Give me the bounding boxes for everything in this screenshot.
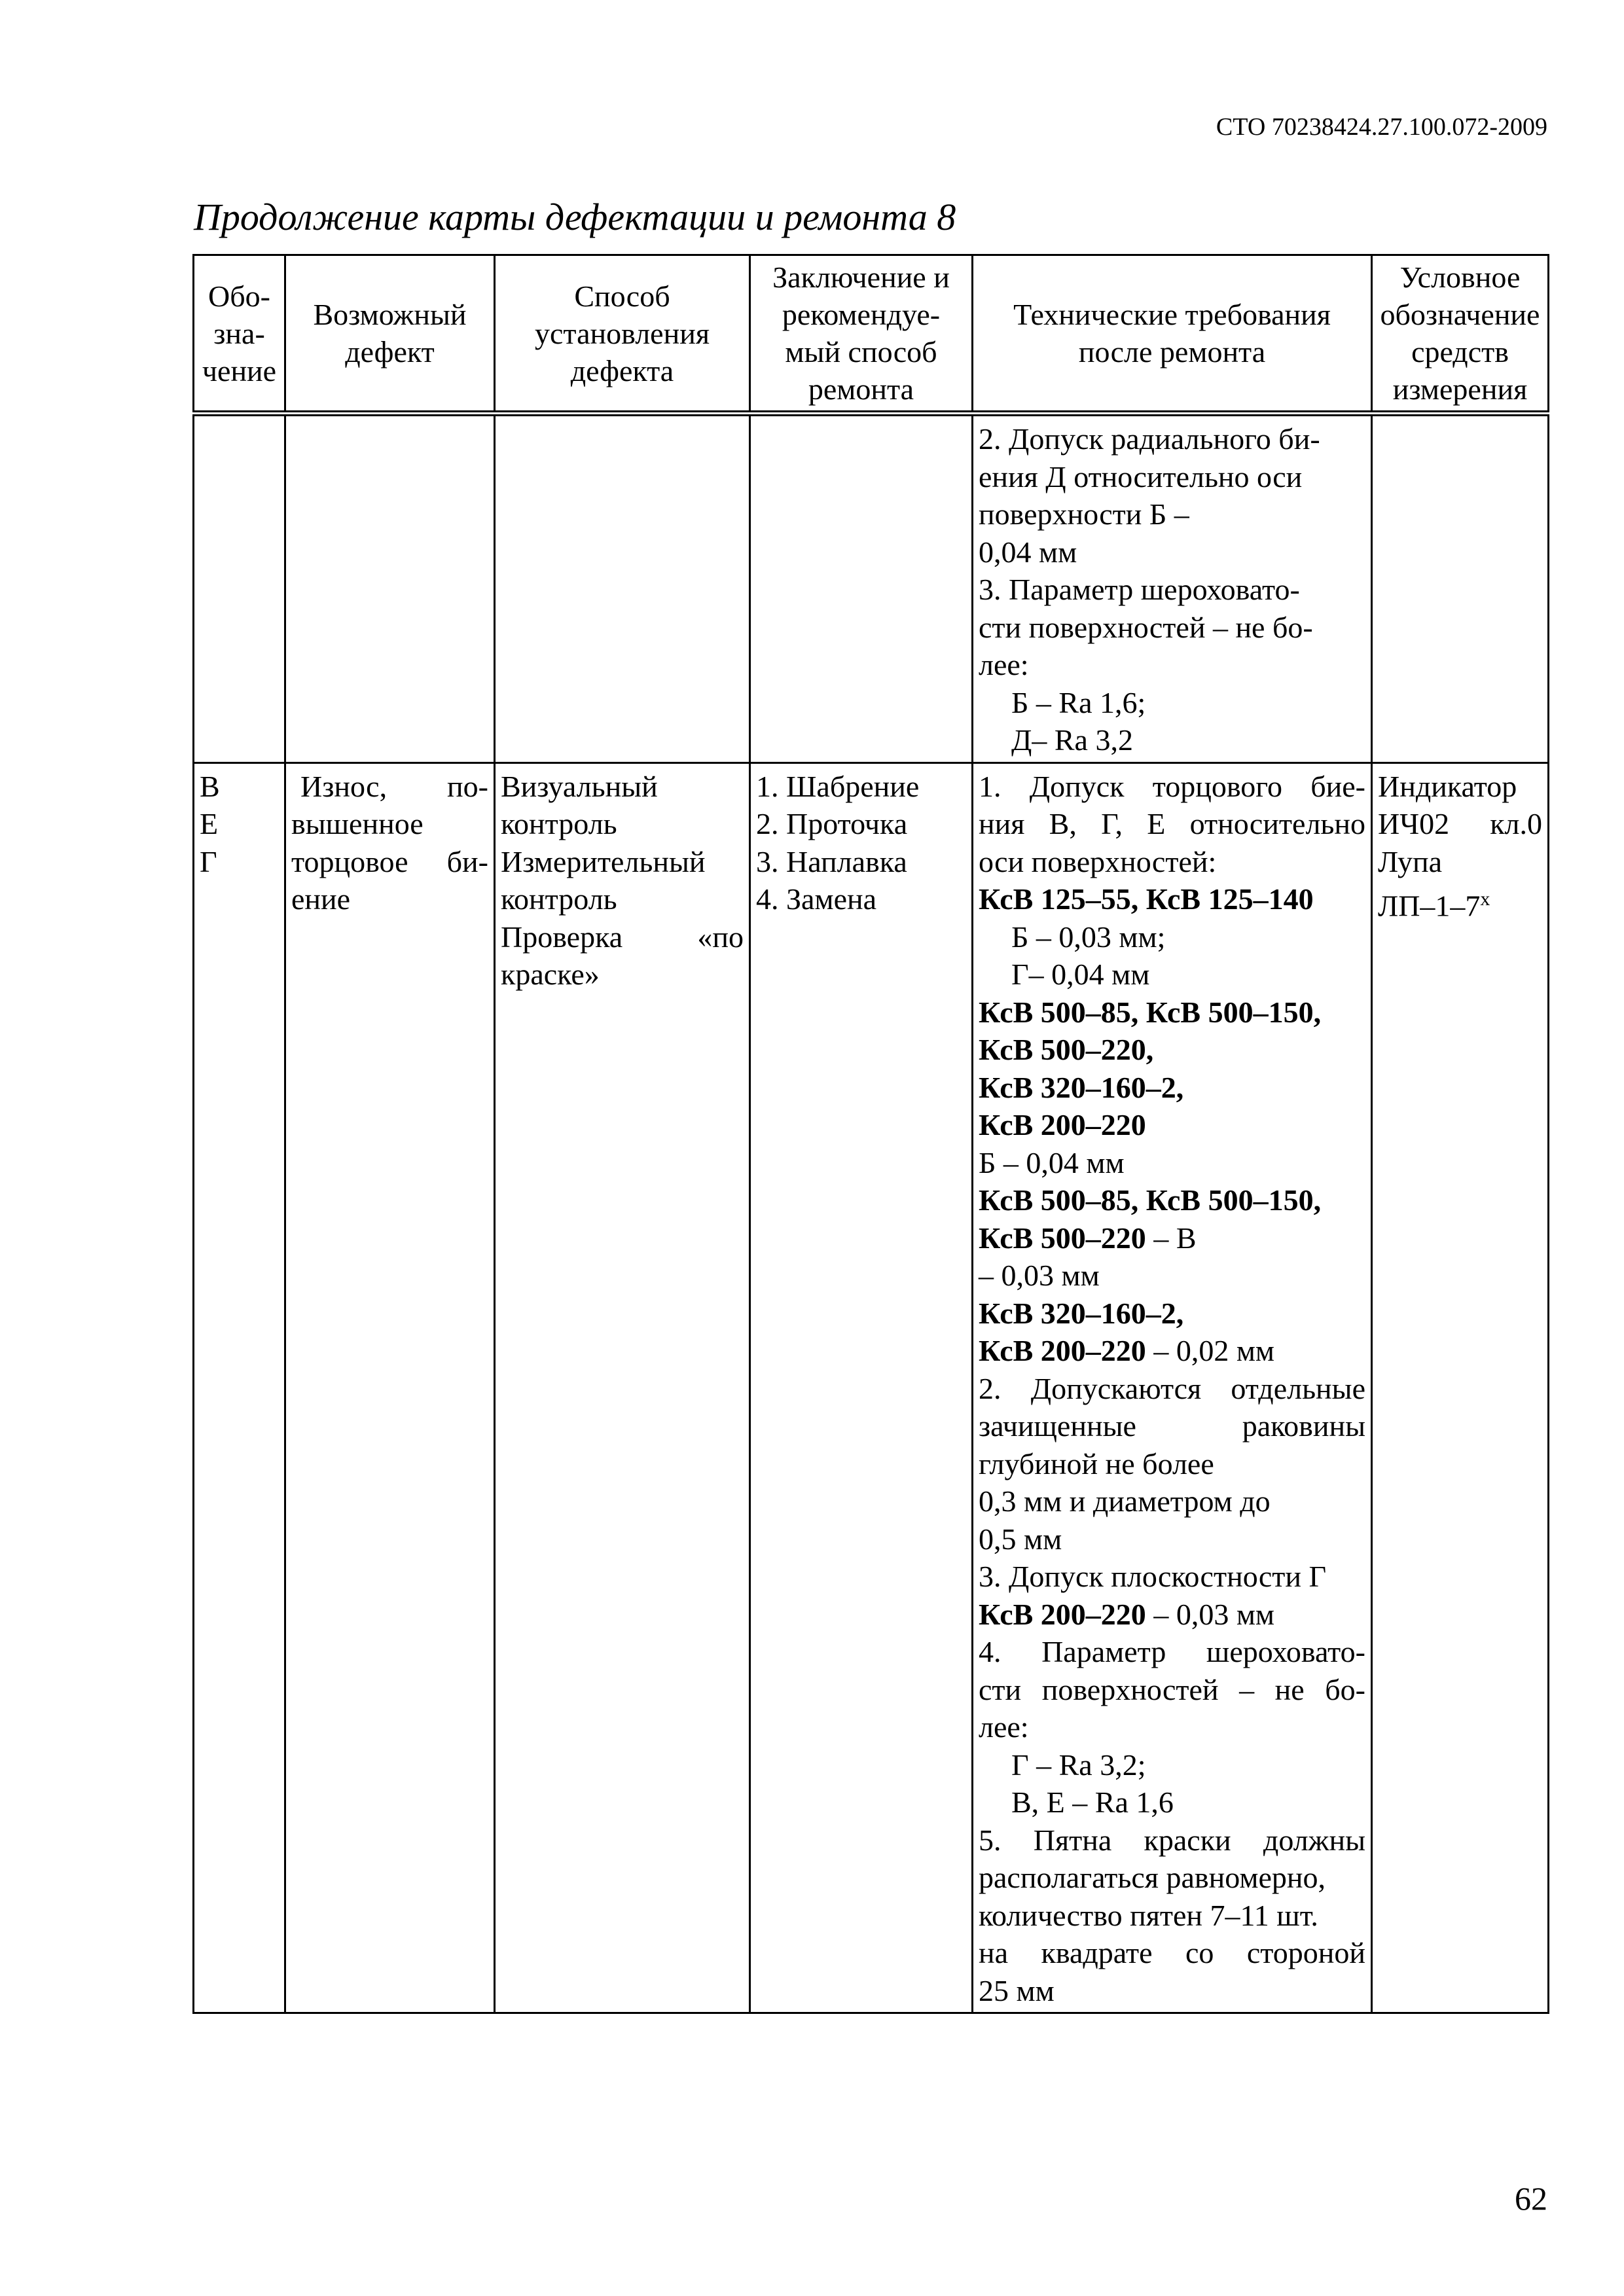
text-line: 3. Наплавка <box>756 844 907 878</box>
text-line: Д– Ra 3,2 <box>1011 723 1133 757</box>
text-line: сти поверхностей – не бо- <box>979 610 1313 644</box>
header-instruments: Условное обозначение средств измерения <box>1372 255 1549 414</box>
text-line: Индикатор <box>1378 769 1517 803</box>
page-number: 62 <box>1515 2180 1547 2217</box>
designation-letter: Е <box>200 807 219 840</box>
header-conclusion-repair: Заключение и рекомендуе- мый способ ремонта <box>750 255 973 414</box>
superscript: x <box>1480 888 1490 910</box>
header-defect: Возможный дефект <box>285 255 495 414</box>
text-line: 1. Шабрение <box>756 769 920 803</box>
header-detection-method: Способ установления дефекта <box>495 255 750 414</box>
bold-fragment: КсВ 200–220 <box>979 1334 1146 1367</box>
text-line: Б – 0,04 мм <box>979 1145 1125 1179</box>
text-line: 0,3 мм и диаметром до <box>979 1484 1271 1518</box>
text-line: 0,5 мм <box>979 1522 1062 1556</box>
text-line: Б – 0,03 мм; <box>1011 920 1166 954</box>
text-line: 2. Допуск радиального би- <box>979 422 1320 456</box>
text-line: Лупа <box>1378 844 1443 878</box>
table-caption: Продолжение карты дефектации и ремонта 8 <box>194 196 956 238</box>
cell-method <box>495 414 750 763</box>
text-line: 5. Пятна краски должны <box>979 1823 1365 1857</box>
designation-letter: Г <box>200 844 217 878</box>
cell-requirements <box>973 414 1372 763</box>
text-line: контроль <box>501 807 617 840</box>
cell-repair <box>750 762 973 2013</box>
text-line: лее: <box>979 1710 1029 1744</box>
text-line: 0,04 мм <box>979 535 1077 569</box>
text-line: ИЧ02 кл.0 <box>1378 807 1542 840</box>
cell-designation <box>194 762 285 2013</box>
text-line: 25 мм <box>979 1973 1055 2007</box>
cell-instruments <box>1372 414 1549 763</box>
text-line: 3. Параметр шероховато- <box>979 573 1300 606</box>
defect-repair-table <box>192 254 1549 2014</box>
cell-defect <box>285 762 495 2013</box>
table-header-row <box>194 255 1549 414</box>
text-line: КсВ 500–85, КсВ 500–150, <box>979 1183 1322 1217</box>
cell-method <box>495 762 750 2013</box>
bold-fragment: КсВ 500–220 <box>979 1221 1146 1255</box>
text-line <box>979 1596 1365 1634</box>
text-line: Визуальный <box>501 769 658 803</box>
header-requirements: Технические требования после ремонта <box>973 255 1372 414</box>
text-line: лее: <box>979 648 1029 681</box>
text-line: количество пятен 7–11 шт. <box>979 1898 1318 1932</box>
text-line: ение <box>291 882 351 916</box>
text-line: Измерительный <box>501 844 706 878</box>
text-fragment: – В <box>1146 1221 1197 1255</box>
text-line: 1. Допуск торцового бие- <box>979 769 1365 803</box>
table-row <box>194 762 1549 2013</box>
text-fragment: – 0,02 мм <box>1146 1334 1275 1367</box>
text-line <box>979 1219 1365 1257</box>
text-line: В, Е – Ra 1,6 <box>1011 1785 1174 1819</box>
text-line <box>1378 880 1542 925</box>
header-designation: Обо- зна- чение <box>194 255 285 414</box>
text-line: КсВ 125–55, КсВ 125–140 <box>979 882 1314 916</box>
text-line: глубиной не более <box>979 1446 1214 1480</box>
cell-defect <box>285 414 495 763</box>
text-line: контроль <box>501 882 617 916</box>
text-line: ения Д относительно оси <box>979 459 1303 493</box>
text-line: 4. Замена <box>756 882 877 916</box>
text-line: 3. Допуск плоскостности Г <box>979 1560 1327 1593</box>
text-line: Г– 0,04 мм <box>1011 958 1150 991</box>
text-line: торцовое би- <box>291 844 488 878</box>
text-line: Б – Ra 1,6; <box>1011 685 1146 719</box>
text-line: краске» <box>501 958 600 991</box>
text-line: оси поверхностей: <box>979 844 1217 878</box>
text-line: поверхности Б – <box>979 497 1189 531</box>
text-line: 2. Допускаются отдельные <box>979 1371 1365 1405</box>
table-row <box>194 414 1549 763</box>
text-line: 4. Параметр шероховато- <box>979 1635 1365 1668</box>
text-line: КсВ 200–220 <box>979 1108 1146 1141</box>
text-line: на квадрате со стороной <box>979 1936 1365 1969</box>
text-line: Проверка «по <box>501 920 744 954</box>
text-line: располагаться равномерно, <box>979 1861 1326 1894</box>
text-line: Износ, по- <box>300 769 488 803</box>
text-fragment: – 0,03 мм <box>1146 1597 1275 1631</box>
text-fragment: ЛП–1–7 <box>1378 889 1481 923</box>
text-line: 2. Проточка <box>756 807 908 840</box>
text-line: КсВ 320–160–2, <box>979 1296 1184 1330</box>
text-line: вышенное <box>291 807 424 840</box>
text-line: зачищенные раковины <box>979 1409 1365 1443</box>
text-line: сти поверхностей – не бо- <box>979 1672 1365 1706</box>
text-line <box>979 1332 1365 1370</box>
document-code: СТО 70238424.27.100.072-2009 <box>1216 113 1547 141</box>
text-line: КсВ 500–85, КсВ 500–150, <box>979 995 1322 1029</box>
text-line: КсВ 500–220, <box>979 1033 1154 1066</box>
cell-requirements <box>973 762 1372 2013</box>
cell-designation <box>194 414 285 763</box>
text-line: КсВ 320–160–2, <box>979 1070 1184 1104</box>
cell-instruments <box>1372 762 1549 2013</box>
designation-letter: В <box>200 769 220 803</box>
text-line: – 0,03 мм <box>979 1259 1100 1292</box>
text-line: Г – Ra 3,2; <box>1011 1748 1146 1782</box>
text-line: ния В, Г, Е относительно <box>979 807 1365 840</box>
cell-repair <box>750 414 973 763</box>
bold-fragment: КсВ 200–220 <box>979 1597 1146 1631</box>
